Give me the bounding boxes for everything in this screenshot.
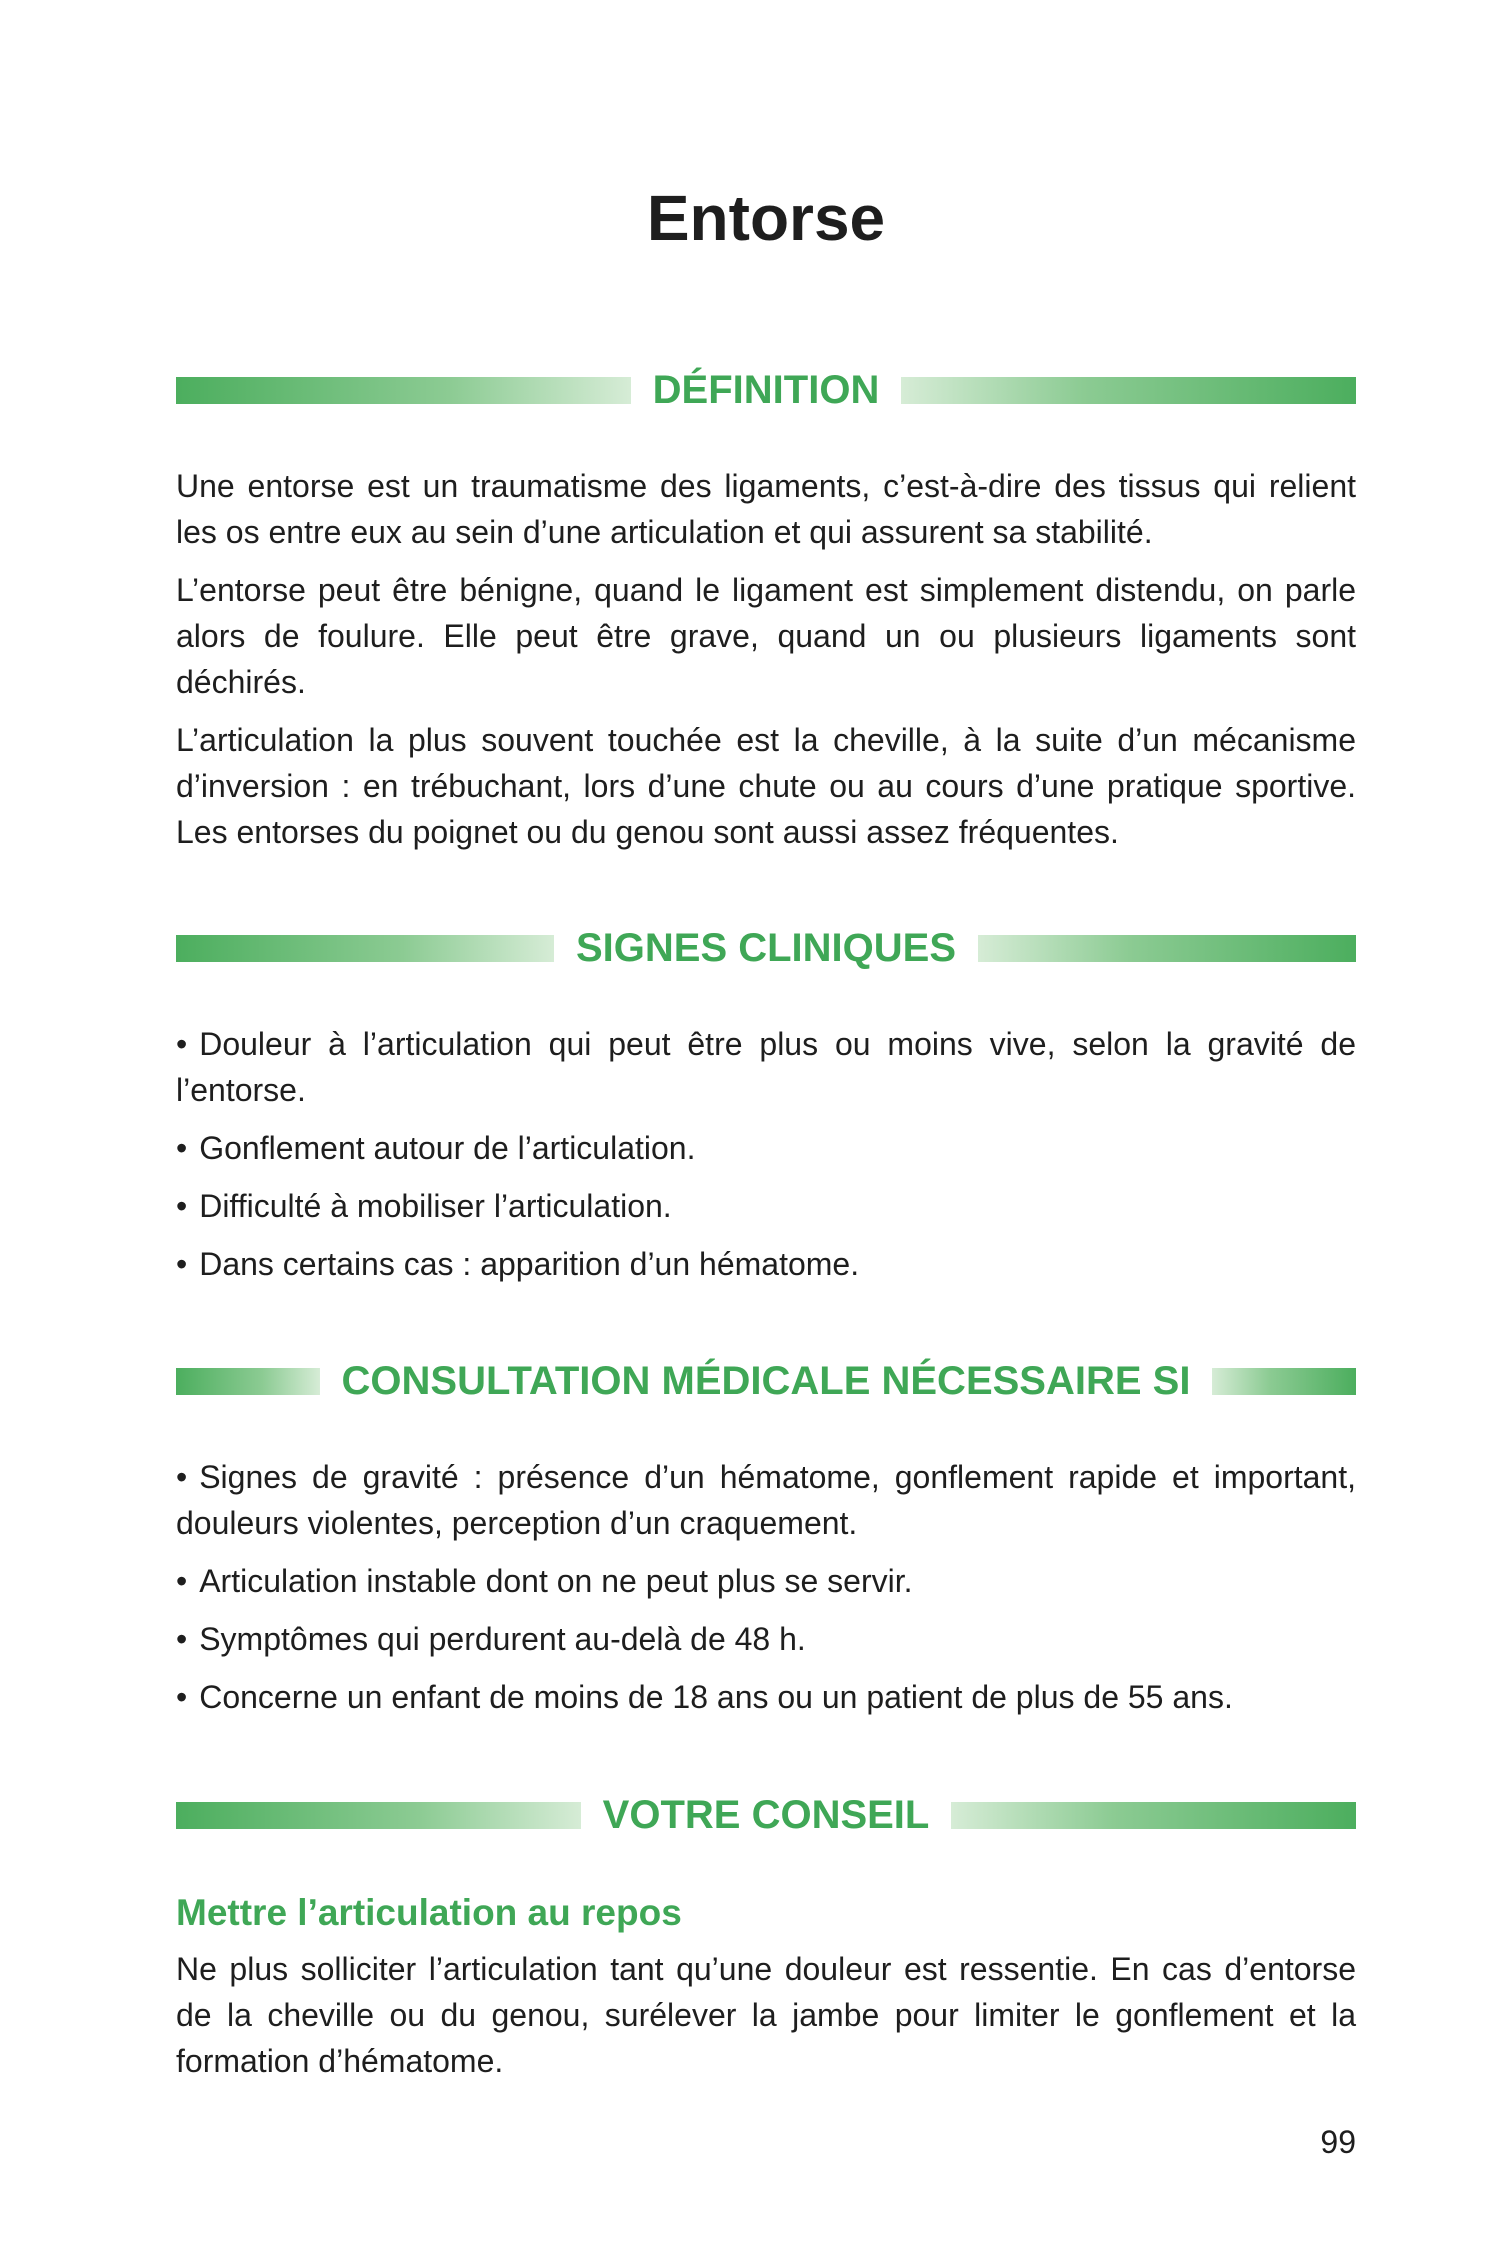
conseil-body [176, 1946, 1356, 2096]
conseil-heading: VOTRE CONSEIL [602, 1793, 930, 1837]
definition-section-header [176, 360, 1356, 420]
list-item: • Dans certains cas : apparition d’un hématome. [176, 1246, 860, 1282]
consultation-heading: CONSULTATION MÉDICALE NÉCESSAIRE SI [341, 1359, 1191, 1403]
bullet-icon: • [176, 1459, 188, 1495]
definition-paragraph: L’entorse peut être bénigne, quand le ligament est simplement distendu, on parle alors de foulure. Elle peut être grave, quand un ou plusieurs ligaments sont déchirés. [176, 572, 1356, 700]
signes-list [176, 1021, 1356, 1299]
bullet-icon: • [176, 1188, 188, 1224]
bullet-icon: • [176, 1621, 188, 1657]
header-bar-right [951, 1802, 1356, 1829]
definition-paragraph: Une entorse est un traumatisme des ligaments, c’est-à-dire des tissus qui relient les os entre eux au sein d’une articulation et qui assurent sa stabilité. [176, 468, 1356, 550]
conseil-paragraph: Ne plus solliciter l’articulation tant qu’une douleur est ressentie. En cas d’entorse de la cheville ou du genou, surélever la jambe pour limiter le gonflement et la formation d’hématome. [176, 1951, 1356, 2079]
definition-body [176, 463, 1356, 867]
list-item: • Concerne un enfant de moins de 18 ans ou un patient de plus de 55 ans. [176, 1679, 1233, 1715]
signes-heading: SIGNES CLINIQUES [575, 926, 957, 970]
bullet-icon: • [176, 1130, 188, 1166]
header-bar-left [176, 377, 631, 404]
header-bar-left [176, 935, 554, 962]
header-bar-right [978, 935, 1356, 962]
header-bar-right [1212, 1368, 1356, 1395]
list-item: • Articulation instable dont on ne peut plus se servir. [176, 1563, 913, 1599]
bullet-icon: • [176, 1026, 188, 1062]
consultation-section-header [176, 1351, 1356, 1411]
header-bar-left [176, 1368, 320, 1395]
definition-heading: DÉFINITION [652, 368, 880, 412]
bullet-icon: • [176, 1246, 188, 1282]
bullet-icon: • [176, 1563, 188, 1599]
page-number: 99 [1320, 2124, 1356, 2160]
consultation-list [176, 1454, 1356, 1732]
list-item: • Symptômes qui perdurent au-delà de 48 h. [176, 1621, 806, 1657]
header-bar-right [901, 377, 1356, 404]
list-item: • Signes de gravité : présence d’un hématome, gonflement rapide et important, douleurs violentes, perception d’un craquement. [176, 1459, 1356, 1541]
list-item: • Difficulté à mobiliser l’articulation. [176, 1188, 672, 1224]
list-item: • Douleur à l’articulation qui peut être plus ou moins vive, selon la gravité de l’entorse. [176, 1026, 1356, 1108]
signes-section-header [176, 918, 1356, 978]
header-bar-left [176, 1802, 581, 1829]
bullet-icon: • [176, 1679, 188, 1715]
conseil-section-header [176, 1785, 1356, 1845]
definition-paragraph: L’articulation la plus souvent touchée est la cheville, à la suite d’un mécanisme d’inversion : en trébuchant, lors d’une chute ou au cours d’une pratique sportive. Les entorses du poignet ou du genou sont aussi assez fréquentes. [176, 722, 1356, 850]
list-item: • Gonflement autour de l’articulation. [176, 1130, 696, 1166]
page-title: Entorse [646, 182, 886, 254]
conseil-subheading: Mettre l’articulation au repos [176, 1892, 682, 1933]
